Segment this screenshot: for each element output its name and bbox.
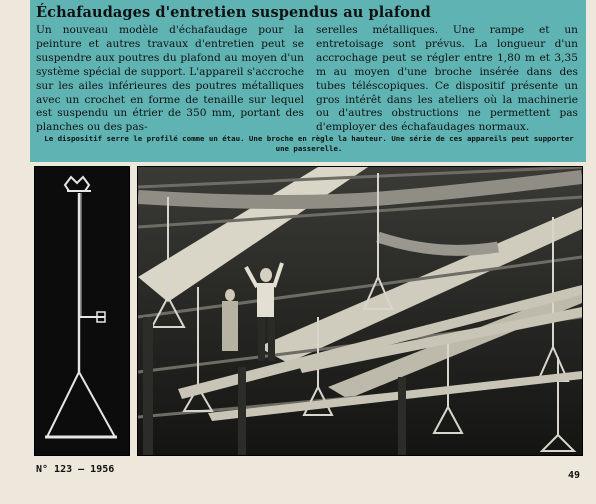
article-title: Échafaudages d'entretien suspendus au plafond	[36, 4, 431, 21]
article-column-2: serelles métalliques. Une rampe et un entretoisage sont prévus. La longueur d'un accrochage peut se régler entre 1,80 m et 3,35 m au moyen d'une broche insérée dans des tubes téléscopiques. Ce dispositif présente un gros intérêt dans les ateliers où la machinerie ou d'autres obstructions ne permettent pas d'employer des échafaudages normaux.	[316, 24, 578, 134]
photo-caption: Le dispositif serre le profilé comme un étau. Une broche en règle la hauteur. Une série de ces appareils peut supporter une passerelle.	[44, 134, 574, 153]
page-number: 49	[568, 470, 581, 481]
article-column-1: Un nouveau modèle d'échafaudage pour la peinture et autres travaux d'entretien peut se suspendre aux poutres du plafond au moyen d'un système spécial de support. L'appareil s'accroche sur les ailes inférieures des poutres métalliques avec un crochet en forme de tenaille sur lequel est suspendu un étrier de 350 mm, portant des planches ou des pas-	[36, 24, 304, 134]
device-photo-drawing	[35, 167, 129, 455]
device-photo	[34, 166, 130, 456]
issue-number: N° 123 — 1956	[36, 464, 115, 475]
workshop-photo	[137, 166, 583, 456]
workshop-photo-drawing	[138, 167, 582, 455]
